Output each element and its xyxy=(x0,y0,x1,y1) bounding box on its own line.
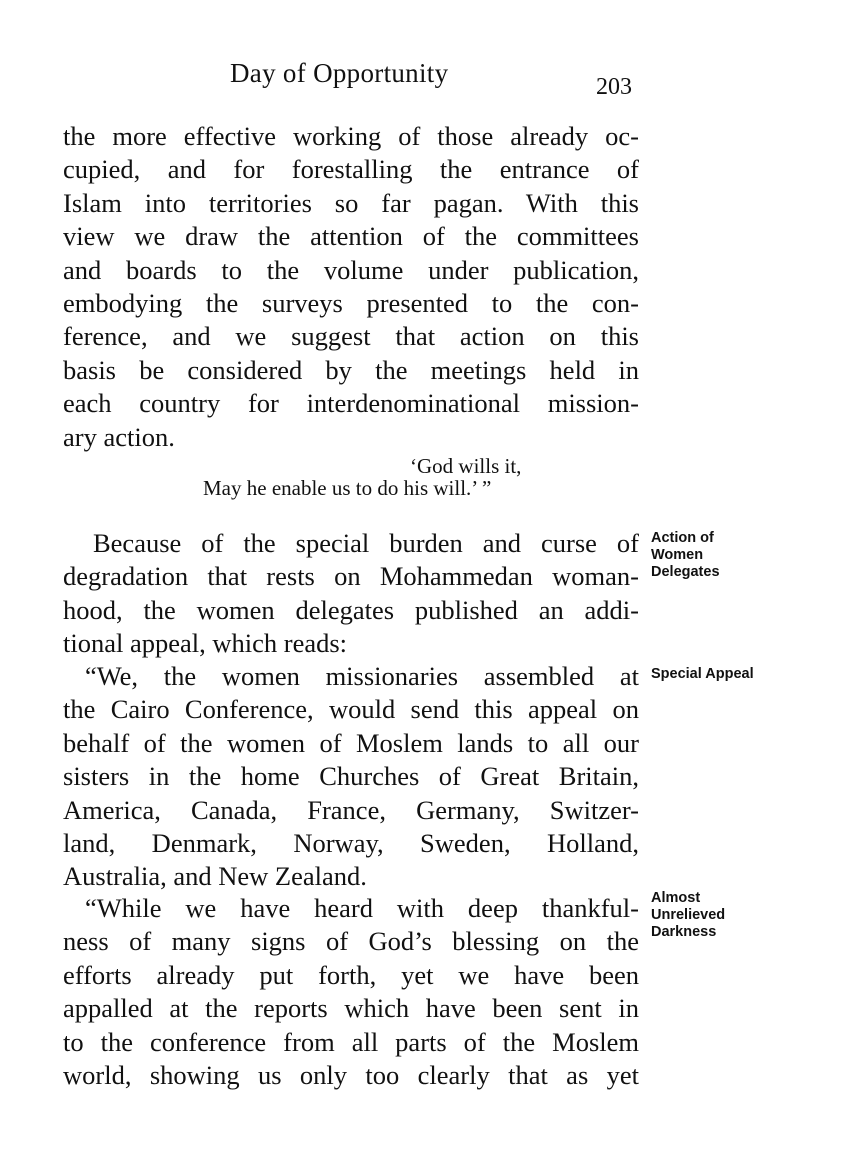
text-line: each country for interdenominational mission- xyxy=(63,388,639,419)
text-line: appalled at the reports which have been sent in xyxy=(63,993,639,1024)
sidenote-special-appeal xyxy=(651,666,754,683)
sidenote-line: Women xyxy=(651,547,704,563)
sidenote-line: Delegates xyxy=(651,564,720,580)
text-line: land, Denmark, Norway, Sweden, Holland, xyxy=(63,828,639,859)
text-line: degradation that rests on Mohammedan woman- xyxy=(63,561,639,592)
text-line: cupied, and for forestalling the entrance of xyxy=(63,154,639,185)
quote-line: May he enable us to do his will.’ ” xyxy=(203,476,492,500)
text-line: basis be considered by the meetings held in xyxy=(63,354,639,385)
text-line: America, Canada, France, Germany, Switzer- xyxy=(63,794,639,825)
text-line: ness of many signs of God’s blessing on the xyxy=(63,926,639,957)
text-line: hood, the women delegates published an addi- xyxy=(63,594,639,625)
sidenote-line: Unrelieved xyxy=(651,907,726,923)
page-header xyxy=(0,58,850,98)
text-line: tional appeal, which reads: xyxy=(63,628,348,659)
text-line: ary action. xyxy=(63,421,175,452)
text-line: Islam into territories so far pagan. With this xyxy=(63,187,639,218)
text-line: world, showing us only too clearly that as yet xyxy=(63,1060,639,1091)
paragraph-women-delegates xyxy=(63,527,639,661)
text-line: “We, the women missionaries assembled at xyxy=(85,661,639,691)
text-line: the more effective working of those already oc- xyxy=(63,121,639,151)
text-line: sisters in the home Churches of Great Britain, xyxy=(63,761,639,792)
text-line: the Cairo Conference, would send this appeal on xyxy=(63,694,639,725)
sidenote-action-of-women-delegates xyxy=(651,530,720,581)
paragraph-special-appeal xyxy=(63,660,639,894)
text-line: Australia, and New Zealand. xyxy=(63,861,367,892)
paragraph-darkness xyxy=(63,892,639,1092)
sidenote-line: Special Appeal xyxy=(651,666,754,682)
page-number: 203 xyxy=(596,74,632,100)
text-line: efforts already put forth, yet we have been xyxy=(63,959,639,990)
text-line: and boards to the volume under publication, xyxy=(63,254,639,285)
running-head: Day of Opportunity xyxy=(230,58,449,88)
sidenote-line: Darkness xyxy=(651,924,717,940)
paragraph-continuation xyxy=(63,120,639,454)
sidenote-line: Action of xyxy=(651,530,714,546)
text-line: to the conference from all parts of the Moslem xyxy=(63,1026,639,1057)
text-line: behalf of the women of Moslem lands to all our xyxy=(63,727,639,758)
sidenote-line: Almost xyxy=(651,890,701,906)
quote-line: ‘God wills it, xyxy=(410,454,522,478)
text-line: ference, and we suggest that action on this xyxy=(63,321,639,352)
sidenote-almost-unrelieved-darkness xyxy=(651,890,725,941)
text-line: Because of the special burden and curse of xyxy=(93,528,639,558)
text-line: view we draw the attention of the committees xyxy=(63,221,639,252)
text-line: embodying the surveys presented to the con- xyxy=(63,288,639,319)
text-line: “While we have heard with deep thankful- xyxy=(85,893,639,923)
